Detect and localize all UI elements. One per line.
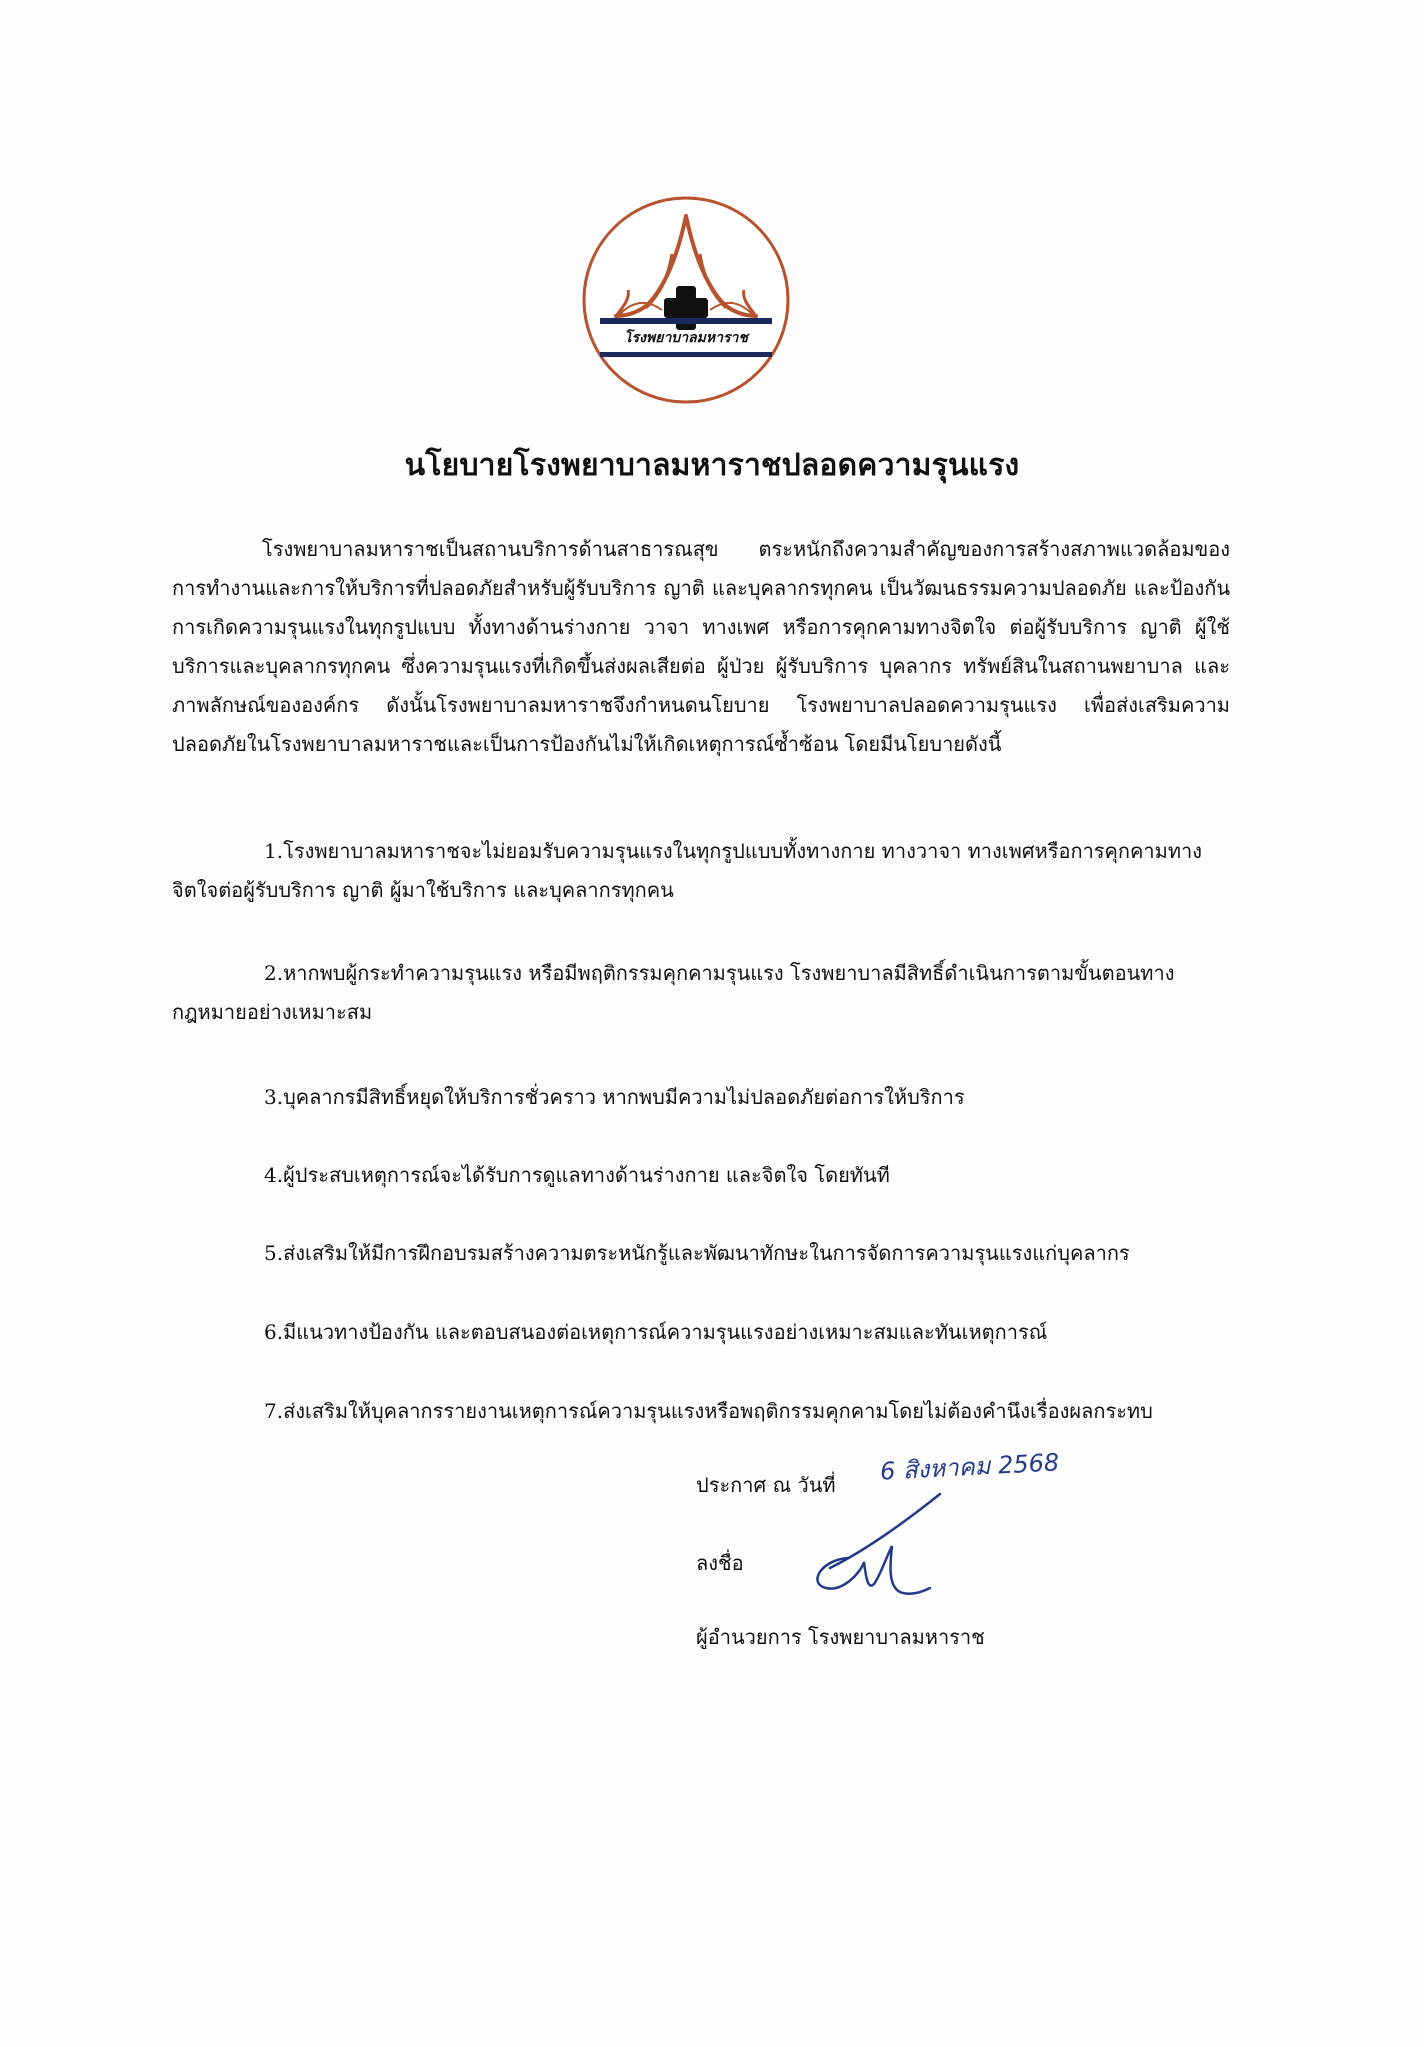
director-title: ผู้อำนวยการ โรงพยาบาลมหาราช bbox=[696, 1625, 985, 1649]
announce-date: 6 สิงหาคม 2568 bbox=[879, 1448, 1060, 1486]
page-title: นโยบายโรงพยาบาลมหาราชปลอดความรุนแรง bbox=[404, 448, 1020, 483]
announce-label: ประกาศ ณ วันที่ bbox=[696, 1473, 836, 1497]
policy-item-7: 7.ส่งเสริมให้บุคลากรรายงานเหตุการณ์ความรุนแรงหรือพฤติกรรมคุกคามโดยไม่ต้องคำนึงเรื่องผลกระทบ bbox=[264, 1399, 1153, 1423]
hospital-logo-text: โรงพยาบาลมหาราช bbox=[624, 330, 748, 346]
hospital-logo-emblem bbox=[580, 194, 792, 406]
policy-item-5: 5.ส่งเสริมให้มีการฝึกอบรมสร้างความตระหนักรู้และพัฒนาทักษะในการจัดการความรุนแรงแก่บุคลากร bbox=[264, 1241, 1130, 1265]
sign-label: ลงชื่อ bbox=[696, 1551, 744, 1575]
intro-paragraph: โรงพยาบาลมหาราชเป็นสถานบริการด้านสาธารณสุข ตระหนักถึงความสำคัญของการสร้างสภาพแวดล้อมของการทำงานและการให้บริการที่ปลอดภัยสำหรับผู้รับบริการ ญาติ และบุคลากรทุกคน เป็นวัฒนธรรมความปลอดภัย และป้องกันการเกิดความรุนแรงในทุกรูปแบบ ทั้งทางด้านร่างกาย วาจา ทางเพศ หรือการคุกคามทางจิตใจ ต่อผู้รับบริการ ญาติ ผู้ใช้บริการและบุคลากรทุกคน ซึ่งความรุนแรงที่เกิดขึ้นส่งผลเสียต่อ ผู้ป่วย ผู้รับบริการ บุคลากร ทรัพย์สินในสถานพยาบาล และภาพลักษณ์ขององค์กร ดังนั้นโรงพยาบาลมหาราชจึงกำหนดนโยบาย โรงพยาบาลปลอดความรุนแรง เพื่อส่งเสริมความปลอดภัยในโรงพยาบาลมหาราชและเป็นการป้องกันไม่ให้เกิดเหตุการณ์ซ้ำซ้อน โดยมีนโยบายดังนี้ bbox=[172, 537, 1230, 756]
policy-item-4: 4.ผู้ประสบเหตุการณ์จะได้รับการดูแลทางด้านร่างกาย และจิตใจ โดยทันที bbox=[264, 1163, 890, 1187]
policy-item-3: 3.บุคลากรมีสิทธิ์หยุดให้บริการชั่วคราว หากพบมีความไม่ปลอดภัยต่อการให้บริการ bbox=[264, 1085, 965, 1109]
director-signature bbox=[790, 1488, 960, 1598]
policy-item-1: 1.โรงพยาบาลมหาราชจะไม่ยอมรับความรุนแรงในทุกรูปแบบทั้งทางกาย ทางวาจา ทางเพศหรือการคุกคามทางจิตใจต่อผู้รับบริการ ญาติ ผู้มาใช้บริการ และบุคลากรทุกคน bbox=[172, 839, 1202, 902]
hospital-logo bbox=[580, 194, 792, 406]
policy-item-6: 6.มีแนวทางป้องกัน และตอบสนองต่อเหตุการณ์ความรุนแรงอย่างเหมาะสมและทันเหตุการณ์ bbox=[264, 1320, 1048, 1344]
policy-item-2: 2.หากพบผู้กระทำความรุนแรง หรือมีพฤติกรรมคุกคามรุนแรง โรงพยาบาลมีสิทธิ์ดำเนินการตามขั้นตอนทางกฎหมายอย่างเหมาะสม bbox=[172, 961, 1175, 1024]
